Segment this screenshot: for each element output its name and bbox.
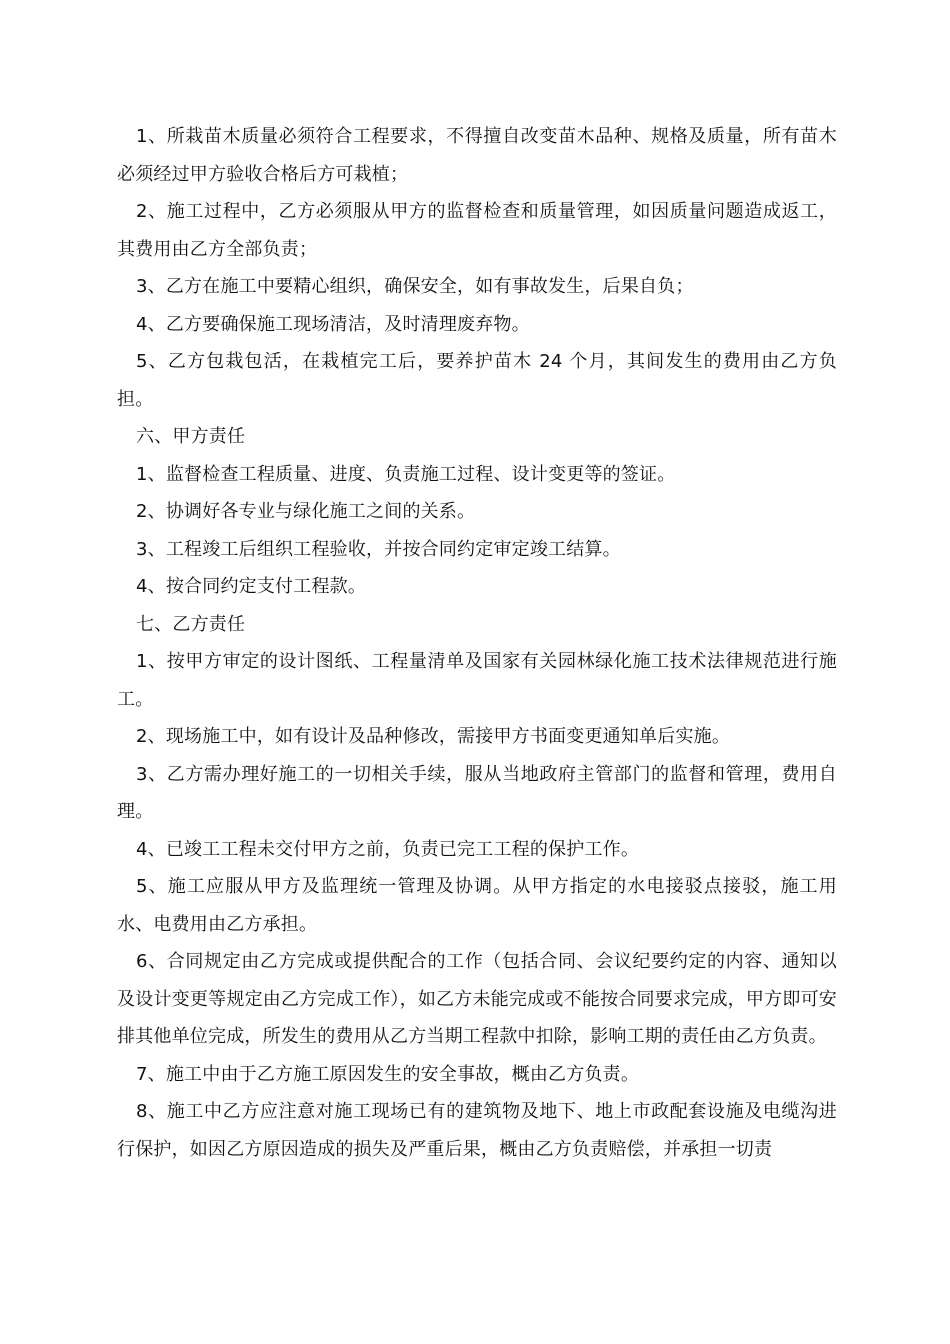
section-heading-party-b: 七、乙方责任	[136, 613, 246, 635]
clause-5-5: 5、乙方包栽包活，在栽植完工后，要养护苗木 24 个月，其间发生的费用由乙方负担。	[117, 351, 837, 410]
clause-7-7: 7、施工中由于乙方施工原因发生的安全事故，概由乙方负责。	[136, 1063, 640, 1085]
clause-7-6: 6、合同规定由乙方完成或提供配合的工作（包括合同、会议纪要约定的内容、通知以及设计变更等规定由乙方完成工作），如乙方未能完成或不能按合同要求完成，甲方即可安排其他单位完成，所发生的费用从乙方当期工程款中扣除，影响工期的责任由乙方负责。	[117, 951, 837, 1047]
clause-7-3: 3、乙方需办理好施工的一切相关手续，服从当地政府主管部门的监督和管理，费用自理。	[117, 763, 837, 822]
clause-6-4: 4、按合同约定支付工程款。	[136, 576, 367, 597]
clause-7-4: 4、已竣工工程未交付甲方之前，负责已完工工程的保护工作。	[136, 838, 640, 860]
clause-7-5: 5、施工应服从甲方及监理统一管理及协调。从甲方指定的水电接驳点接驳，施工用水、电费用由乙方承担。	[117, 876, 837, 935]
clause-7-8: 8、施工中乙方应注意对施工现场已有的建筑物及地下、地上市政配套设施及电缆沟进行保护，如因乙方原因造成的损失及严重后果，概由乙方负责赔偿，并承担一切责	[117, 1101, 837, 1160]
clause-5-3: 3、乙方在施工中要精心组织，确保安全，如有事故发生，后果自负；	[136, 276, 694, 297]
clause-5-1: 1、所栽苗木质量必须符合工程要求，不得擅自改变苗木品种、规格及质量，所有苗木必须经过甲方验收合格后方可栽植；	[117, 126, 837, 185]
document-body	[117, 118, 837, 1168]
clause-7-1: 1、按甲方审定的设计图纸、工程量清单及国家有关园林绿化施工技术法律规范进行施工。	[117, 651, 837, 710]
clause-5-4: 4、乙方要确保施工现场清洁，及时清理废弃物。	[136, 313, 530, 335]
clause-7-2: 2、现场施工中，如有设计及品种修改，需接甲方书面变更通知单后实施。	[136, 726, 731, 747]
clause-6-3: 3、工程竣工后组织工程验收，并按合同约定审定竣工结算。	[136, 538, 621, 560]
section-heading-party-a: 六、甲方责任	[136, 426, 246, 447]
clause-5-2: 2、施工过程中，乙方必须服从甲方的监督检查和质量管理，如因质量问题造成返工，其费用由乙方全部负责；	[117, 201, 837, 260]
clause-6-2: 2、协调好各专业与绿化施工之间的关系。	[136, 501, 476, 522]
clause-6-1: 1、监督检查工程质量、进度、负责施工过程、设计变更等的签证。	[136, 463, 676, 485]
